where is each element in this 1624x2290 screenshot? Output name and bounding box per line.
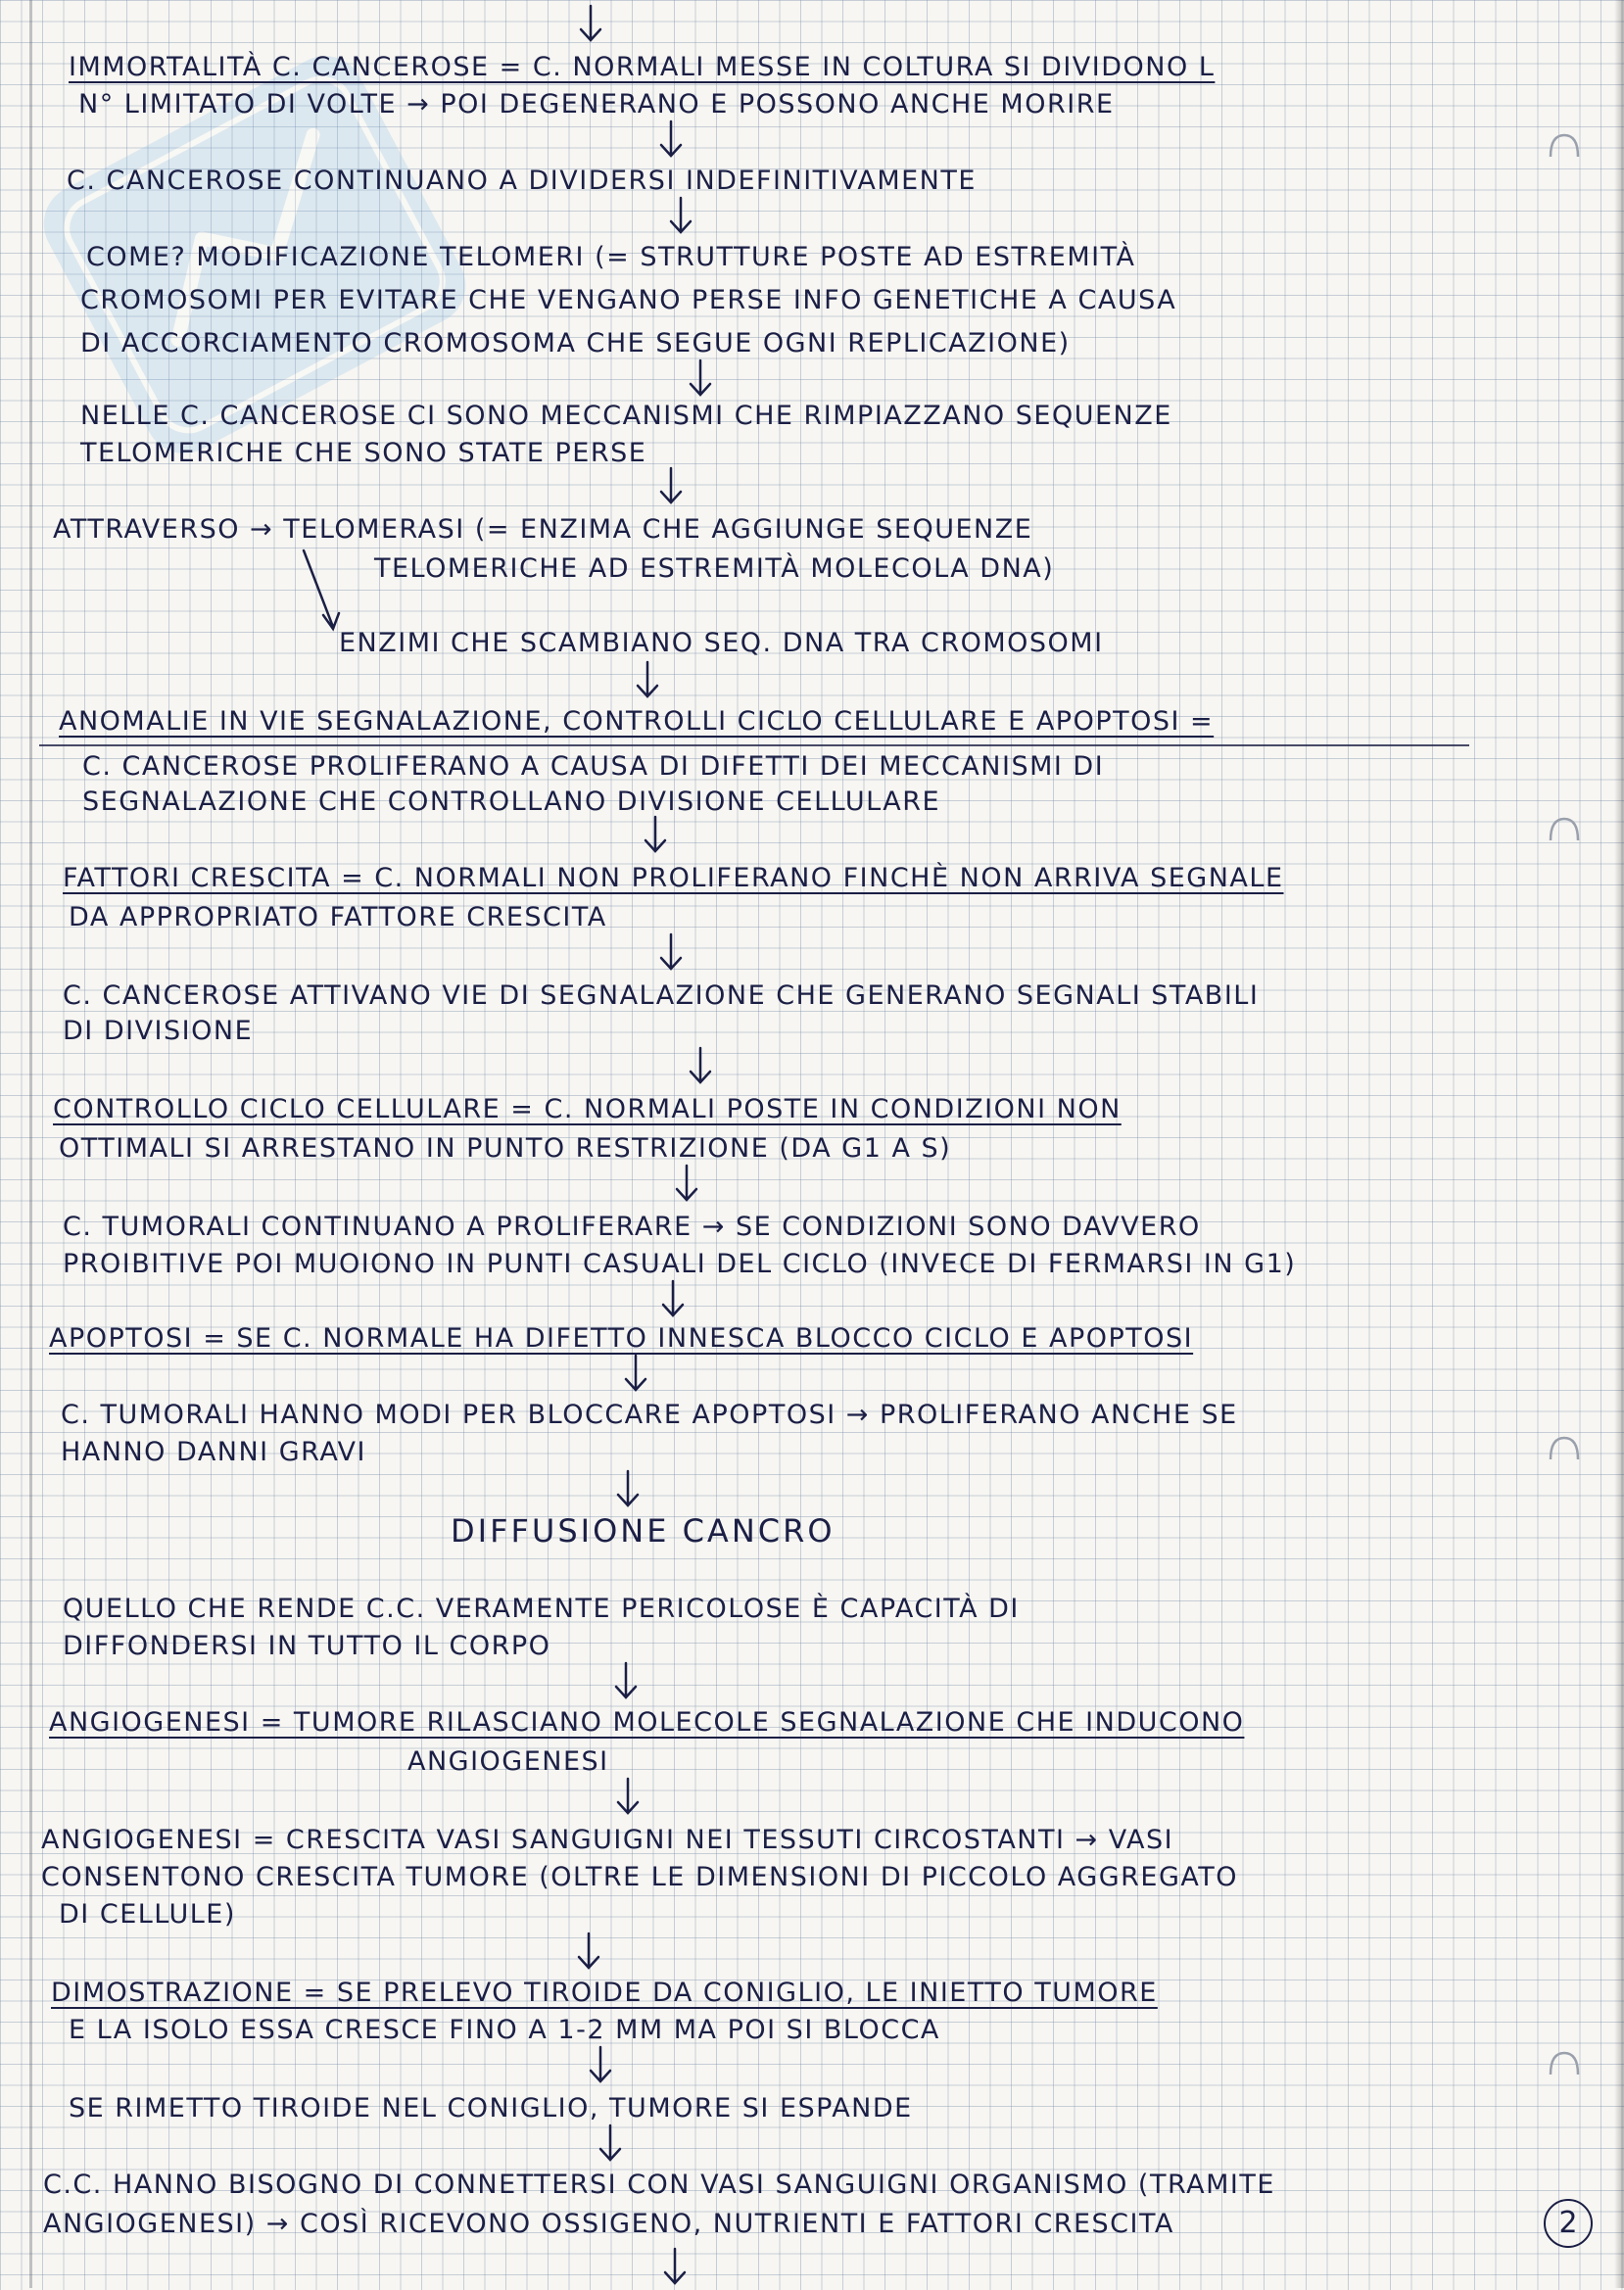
note-line: APOPTOSI = SE C. NORMALE HA DIFETTO INNESCA BLOCCO CICLO E APOPTOSI [49,1323,1194,1354]
note-line: SEGNALAZIONE CHE CONTROLLANO DIVISIONE CELLULARE [82,787,941,817]
note-line: DIFFONDERSI IN TUTTO IL CORPO [63,1631,551,1661]
down-arrow-icon [615,1469,641,1508]
note-line: IMMORTALITÀ C. CANCEROSE = C. NORMALI MESSE IN COLTURA SI DIVIDONO L [69,52,1216,82]
note-line: ANGIOGENESI [407,1746,609,1777]
down-arrow-icon [615,1777,641,1816]
note-line: DI ACCORCIAMENTO CROMOSOMA CHE SEGUE OGNI REPLICAZIONE) [80,328,1071,358]
note-line: PROIBITIVE POI MUOIONO IN PUNTI CASUALI DEL CICLO (INVECE DI FERMARSI IN G1) [63,1249,1297,1279]
note-line: TELOMERICHE AD ESTREMITÀ MOLECOLA DNA) [374,553,1055,584]
note-line: ANGIOGENESI = TUMORE RILASCIANO MOLECOLE SEGNALAZIONE CHE INDUCONO [49,1707,1245,1738]
note-line: QUELLO CHE RENDE C.C. VERAMENTE PERICOLOSE È CAPACITÀ DI [63,1594,1020,1624]
down-arrow-icon [578,4,603,43]
note-line: OTTIMALI SI ARRESTANO IN PUNTO RESTRIZIONE (DA G1 A S) [59,1133,952,1164]
note-line: DA APPROPRIATO FATTORE CRESCITA [69,902,607,932]
down-arrow-icon [688,1046,713,1085]
note-line: C. CANCEROSE ATTIVANO VIE DI SEGNALAZIONE CHE GENERANO SEGNALI STABILI [63,980,1260,1011]
note-line: C.C. HANNO BISOGNO DI CONNETTERSI CON VASI SANGUIGNI ORGANISMO (TRAMITE [43,2170,1275,2200]
note-line: C. CANCEROSE PROLIFERANO A CAUSA DI DIFETTI DEI MECCANISMI DI [82,751,1105,782]
note-line: E LA ISOLO ESSA CRESCE FINO A 1-2 MM MA POI SI BLOCCA [69,2015,940,2045]
note-line: ANGIOGENESI) → COSÌ RICEVONO OSSIGENO, NUTRIENTI E FATTORI CRESCITA [43,2209,1174,2239]
note-line: DI CELLULE) [59,1899,236,1930]
down-arrow-icon [588,2045,613,2084]
note-line: CONTROLLO CICLO CELLULARE = C. NORMALI POSTE IN CONDIZIONI NON [53,1094,1122,1124]
note-line: C. TUMORALI CONTINUANO A PROLIFERARE → SE CONDIZIONI SONO DAVVERO [63,1212,1201,1242]
branch-arrow-icon [294,549,353,637]
note-line: HANNO DANNI GRAVI [61,1437,366,1467]
down-arrow-icon [660,1279,686,1318]
down-arrow-icon [674,1164,699,1203]
down-arrow-icon [662,2247,688,2286]
down-arrow-icon [597,2123,623,2163]
down-arrow-icon [668,196,693,235]
note-line: ANOMALIE IN VIE SEGNALAZIONE, CONTROLLI CICLO CELLULARE E APOPTOSI = [59,706,1215,737]
note-line: ATTRAVERSO → TELOMERASI (= ENZIMA CHE AGGIUNGE SEQUENZE [53,514,1033,545]
down-arrow-icon [635,660,660,699]
down-arrow-icon [658,119,684,159]
down-arrow-icon [623,1354,648,1393]
down-arrow-icon [613,1661,639,1700]
note-line: ENZIMI CHE SCAMBIANO SEQ. DNA TRA CROMOSOMI [339,628,1104,658]
note-line: CONSENTONO CRESCITA TUMORE (OLTRE LE DIMENSIONI DI PICCOLO AGGREGATO [41,1862,1238,1892]
section-divider [39,744,1469,746]
note-line: DIMOSTRAZIONE = SE PRELEVO TIROIDE DA CONIGLIO, LE INIETTO TUMORE [51,1978,1158,2008]
note-line: N° LIMITATO DI VOLTE → POI DEGENERANO E POSSONO ANCHE MORIRE [78,89,1115,119]
note-line: C. CANCEROSE CONTINUANO A DIVIDERSI INDEFINITIVAMENTE [67,166,977,196]
note-line: COME? MODIFICAZIONE TELOMERI (= STRUTTURE POSTE AD ESTREMITÀ [86,242,1136,272]
down-arrow-icon [576,1932,601,1971]
down-arrow-icon [688,358,713,398]
note-line: ANGIOGENESI = CRESCITA VASI SANGUIGNI NEI TESSUTI CIRCOSTANTI → VASI [41,1825,1174,1855]
note-line: NELLE C. CANCEROSE CI SONO MECCANISMI CHE RIMPIAZZANO SEQUENZE [80,401,1172,431]
down-arrow-icon [658,466,684,505]
note-line: SE RIMETTO TIROIDE NEL CONIGLIO, TUMORE SI ESPANDE [69,2093,913,2123]
page-number: 2 [1544,2199,1593,2248]
down-arrow-icon [658,932,684,972]
down-arrow-icon [643,815,668,854]
note-line: TELOMERICHE CHE SONO STATE PERSE [80,438,647,468]
note-line: C. TUMORALI HANNO MODI PER BLOCCARE APOPTOSI → PROLIFERANO ANCHE SE [61,1400,1238,1430]
note-line: DI DIVISIONE [63,1016,254,1046]
note-line: FATTORI CRESCITA = C. NORMALI NON PROLIFERANO FINCHÈ NON ARRIVA SEGNALE [63,863,1284,893]
note-line: CROMOSOMI PER EVITARE CHE VENGANO PERSE INFO GENETICHE A CAUSA [80,285,1177,315]
section-title: DIFFUSIONE CANCRO [451,1512,836,1550]
